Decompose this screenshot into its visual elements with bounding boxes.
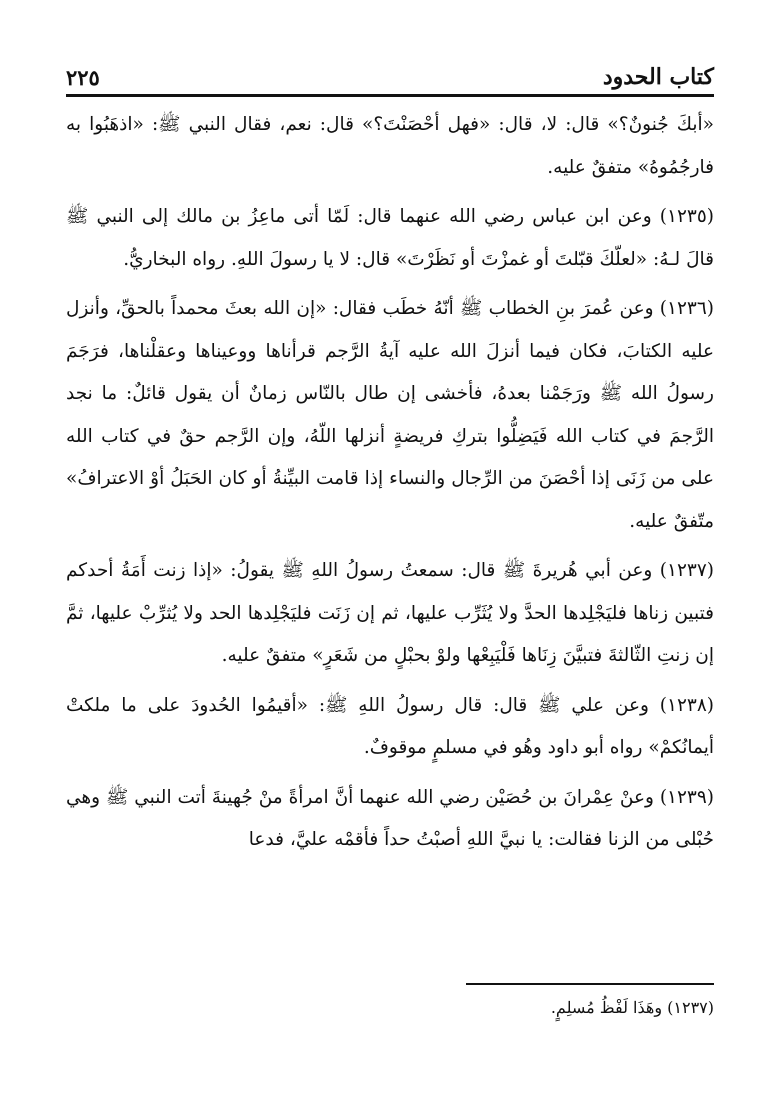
page-number: ٢٢٥ — [66, 65, 100, 90]
hadith-1237: (١٢٣٧) وعن أبي هُريرةَ ﷺ قال: سمعتُ رسولُ اللهِ ﷺ يقولُ: «إذا زنت أَمَةُ أحدكم فتبين زناها فليَجْلِدها الحدَّ ولا يُثَرِّب عليها، ثم إن زَنَت فليَجْلِدها الحد ولا يُثرِّبْ عليها، ثمَّ إن زنتِ الثّالثةَ فتبيَّنَ زِنَاها فَلْيَبِعْها ولوْ بحبْلٍ من شَعَرٍ» متفقٌ عليه. — [66, 560, 714, 666]
footnote: (١٢٣٧) وهَذَا لَفْظُ مُسلِمٍ. — [550, 998, 714, 1017]
book-title: كتاب الحدود — [602, 64, 714, 90]
hadith-1236: (١٢٣٦) وعن عُمرَ بنِ الخطاب ﷺ أنّهُ خطَب فقال: «إن الله بعثَ محمداً بالحقِّ، وأنزل عليه الكتابَ، فكان فيما أنزلَ الله عليه آيةُ الرَّجم قرأناها ووعيناها وعقلْناها، فرَجَمَ رسولُ الله ﷺ ورَجَمْنا بعدهُ، فأخشى إن طال بالنّاس زمانٌ أن يقول قائلٌ: ما نجد الرَّجمَ في كتاب الله فَيَضِلُّوا بتركِ فريضةٍ أنزلها اللّهُ، وإن الرَّجم حقٌ في كتاب الله على من زَنَى إذا أحْصَنَ من الرِّجال والنساء إذا قامت البيِّنةُ أو كان الحَبَلُ أوْ الاعترافُ» متّفقٌ عليه. — [66, 298, 714, 532]
page-header — [66, 56, 714, 97]
hadith-1235: (١٢٣٥) وعن ابن عباس رضي الله عنهما قال: لَمّا أتى ماعِزُ بن مالك إلى النبي ﷺ قالَ لـهُ: «لعلّكَ قبّلتَ أو غمزْتَ أو نَظَرْتَ» قال: لا يا رسولَ اللهِ. رواه البخاريُّ. — [66, 206, 714, 270]
hadith-1238: (١٢٣٨) وعن علي ﷺ قال: قال رسولُ اللهِ ﷺ: «أقيمُوا الحُدودَ على ما ملكتْ أيمانُكمْ» رواه أبو داود وهُو في مسلمٍ موقوفٌ. — [66, 694, 714, 758]
page-body — [66, 104, 714, 869]
paragraph-continuation: «أبكَ جُنونٌ؟» قال: لا، قال: «فهل أحْصَنْتَ؟» قال: نعم، فقال النبي ﷺ: «اذهَبُوا به فارجُمُوهُ» متفقٌ عليه. — [66, 114, 714, 178]
hadith-1239: (١٢٣٩) وعنْ عِمْرانَ بن حُصَيْن رضي الله عنهما أنَّ امرأةً منْ جُهينةَ أتت النبي ﷺ وهي حُبْلى من الزنا فقالت: يا نبيَّ اللهِ أصبْتُ حداً فأقمْه عليَّ، فدعا — [66, 786, 714, 850]
footnote-divider — [466, 983, 714, 985]
